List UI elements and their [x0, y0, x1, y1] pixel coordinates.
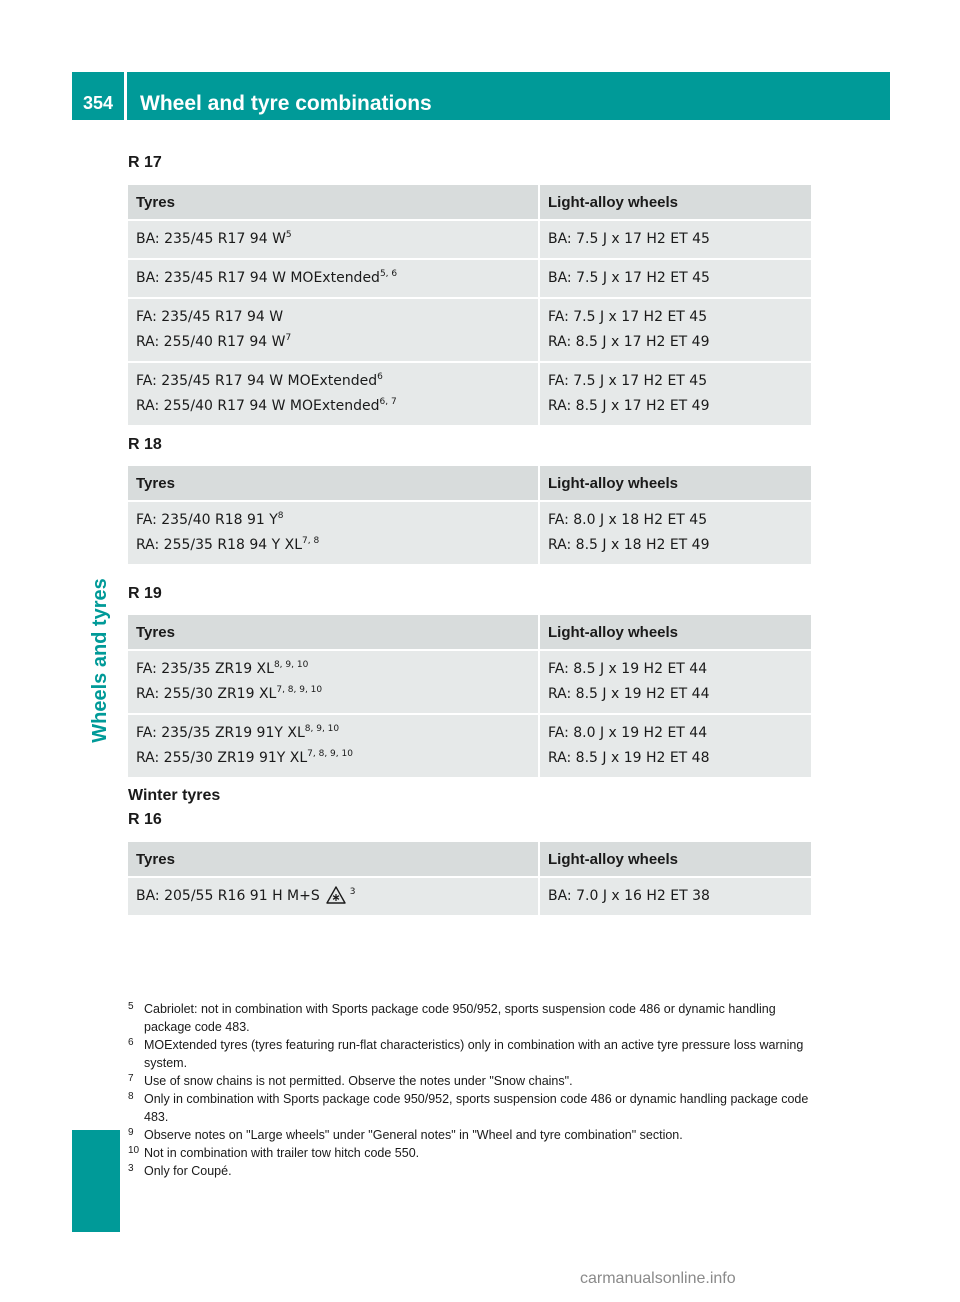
wheel-spec: FA: 7.5 J x 17 H2 ET 45: [548, 373, 708, 389]
footnote-text: Use of snow chains is not permitted. Observe the notes under "Snow chains".: [144, 1074, 573, 1088]
tyre-cell: [128, 220, 539, 259]
footnote-ref: 5, 6: [379, 269, 398, 279]
section-title-r18: R 18: [128, 436, 162, 453]
footnote: [128, 1126, 812, 1144]
wheel-spec: FA: 7.5 J x 17 H2 ET 45: [548, 309, 708, 325]
footnote-text: Cabriolet: not in combination with Sports package code 950/952, sports suspension code 486 or dynamic handling package code 483.: [144, 1002, 776, 1034]
wheel-spec: RA: 8.5 J x 18 H2 ET 49: [548, 537, 710, 553]
wheel-spec: RA: 8.5 J x 17 H2 ET 49: [548, 398, 710, 414]
footnote-ref: 7, 8: [302, 536, 320, 546]
tyre-spec: RA: 255/35 R18 94 Y XL$^{7, 8}$: [136, 536, 320, 553]
column-header-wheels: Light-alloy wheels: [539, 185, 811, 220]
wheel-cell: [539, 298, 811, 362]
wheel-spec: FA: 8.0 J x 18 H2 ET 45: [548, 512, 708, 528]
snowflake-mountain-icon: [326, 886, 346, 904]
footnote-ref: 7: [285, 333, 292, 343]
wheel-cell: [539, 220, 811, 259]
column-header-wheels: Light-alloy wheels: [539, 466, 811, 501]
tyre-spec: FA: 235/35 ZR19 91Y XL$^{8, 9, 10}$: [136, 724, 340, 741]
footnote-text: Only in combination with Sports package code 950/952, sports suspension code 486 or dynamic handling package code 483.: [144, 1092, 809, 1124]
footnote-mark: 3: [128, 1163, 134, 1174]
footnote: [128, 1090, 812, 1126]
footnotes: [128, 1000, 812, 1180]
table-winter-r16: [128, 842, 811, 917]
wheel-cell: [539, 501, 811, 565]
column-header-tyres: Tyres: [128, 842, 539, 877]
tyre-cell: [128, 362, 539, 426]
wheel-spec: RA: 8.5 J x 19 H2 ET 44: [548, 686, 710, 702]
page-number: 354: [82, 93, 114, 113]
footnote-mark: 10: [128, 1145, 140, 1156]
tyre-cell: [128, 877, 539, 916]
wheel-spec: BA: 7.5 J x 17 H2 ET 45: [548, 231, 710, 247]
tyre-cell: [128, 501, 539, 565]
tyre-cell: [128, 259, 539, 298]
wheel-spec: FA: 8.5 J x 19 H2 ET 44: [548, 661, 708, 677]
footnote-text: Only for Coupé.: [144, 1164, 232, 1178]
wheel-spec: BA: 7.0 J x 16 H2 ET 38: [548, 888, 710, 904]
footnote-ref: 8: [277, 511, 284, 521]
side-tab: [72, 1130, 120, 1232]
footnote: [128, 1162, 812, 1180]
footnote: [128, 1072, 812, 1090]
wheel-cell: [539, 714, 811, 778]
tyre-spec: BA: 235/45 R17 94 $W^5$: [136, 230, 292, 247]
footnote-ref: 6, 7: [379, 397, 397, 407]
footnote: [128, 1000, 812, 1036]
table-row: [128, 259, 811, 298]
side-label: Wheels and tyres: [88, 577, 111, 743]
footnote-ref: 3: [349, 887, 356, 897]
header-divider: [124, 72, 127, 120]
table-row: [128, 650, 811, 714]
footnote-ref: 8, 9, 10: [273, 660, 309, 670]
footnote-mark: 5: [128, 1001, 134, 1012]
tyre-spec: FA: 235/40 R18 91 $Y^8$: [136, 511, 284, 528]
section-title-r16: R 16: [128, 811, 162, 828]
watermark: carmanualsonline.info: [580, 1270, 736, 1287]
tyre-spec: RA: 255/30 ZR19 91Y XL$^{7, 8, 9, 10}$: [136, 749, 353, 766]
tyre-spec: FA: 235/45 R17 94 W MOExtended$^6$: [136, 372, 383, 389]
table-r17: [128, 185, 811, 427]
wheel-cell: [539, 259, 811, 298]
tyre-spec: RA: 255/30 ZR19 XL$^{7, 8, 9, 10}$: [136, 685, 323, 702]
tyre-spec: BA: 235/45 R17 94 W MOExtended$^{5, 6}$: [136, 269, 398, 286]
tyre-spec: BA: 205/55 R16 91 H M+S $^3$: [136, 887, 356, 904]
tyre-spec: RA: 255/40 R17 94 $W^7$: [136, 333, 292, 350]
page-title: Wheel and tyre combinations: [140, 92, 432, 115]
section-title-r17: R 17: [128, 154, 162, 171]
footnote-mark: 8: [128, 1091, 134, 1102]
column-header-wheels: Light-alloy wheels: [539, 615, 811, 650]
footnote-mark: 7: [128, 1073, 134, 1084]
footnote-ref: 7, 8, 9, 10: [307, 749, 353, 759]
column-header-tyres: Tyres: [128, 466, 539, 501]
column-header-tyres: Tyres: [128, 615, 539, 650]
footnote-text: Observe notes on "Large wheels" under "General notes" in "Wheel and tyre combination" section.: [144, 1128, 683, 1142]
footnote-mark: 9: [128, 1127, 134, 1138]
footnote: [128, 1036, 812, 1072]
table-row: [128, 298, 811, 362]
table-r19: [128, 615, 811, 779]
table-r18: [128, 466, 811, 566]
table-row: [128, 362, 811, 426]
tyre-spec: FA: 235/35 ZR19 XL$^{8, 9, 10}$: [136, 660, 309, 677]
footnote-text: MOExtended tyres (tyres featuring run-flat characteristics) only in combination with an active tyre pressure loss warning system.: [144, 1038, 804, 1070]
wheel-cell: [539, 362, 811, 426]
footnote: [128, 1144, 812, 1162]
section-heading-winter: Winter tyres: [128, 787, 221, 804]
tyre-cell: [128, 714, 539, 778]
footnote-mark: 6: [128, 1037, 134, 1048]
wheel-spec: RA: 8.5 J x 19 H2 ET 48: [548, 750, 710, 766]
tyre-spec: FA: 235/45 R17 94 W: [136, 309, 284, 325]
section-title-r19: R 19: [128, 585, 162, 602]
wheel-spec: BA: 7.5 J x 17 H2 ET 45: [548, 270, 710, 286]
footnote-text: Not in combination with trailer tow hitch code 550.: [144, 1146, 420, 1160]
table-row: [128, 501, 811, 565]
column-header-wheels: Light-alloy wheels: [539, 842, 811, 877]
tyre-cell: [128, 298, 539, 362]
table-row: [128, 714, 811, 778]
wheel-spec: FA: 8.0 J x 19 H2 ET 44: [548, 725, 708, 741]
column-header-tyres: Tyres: [128, 185, 539, 220]
wheel-cell: [539, 650, 811, 714]
footnote-ref: 5: [285, 230, 292, 240]
footnote-ref: 8, 9, 10: [304, 724, 340, 734]
wheel-cell: [539, 877, 811, 916]
tyre-spec: RA: 255/40 R17 94 W MOExtended$^{6, 7}$: [136, 397, 397, 414]
footnote-ref: 6: [377, 372, 383, 382]
table-row: [128, 877, 811, 916]
wheel-spec: RA: 8.5 J x 17 H2 ET 49: [548, 334, 710, 350]
footnote-ref: 7, 8, 9, 10: [276, 685, 323, 695]
tyre-cell: [128, 650, 539, 714]
table-row: [128, 220, 811, 259]
